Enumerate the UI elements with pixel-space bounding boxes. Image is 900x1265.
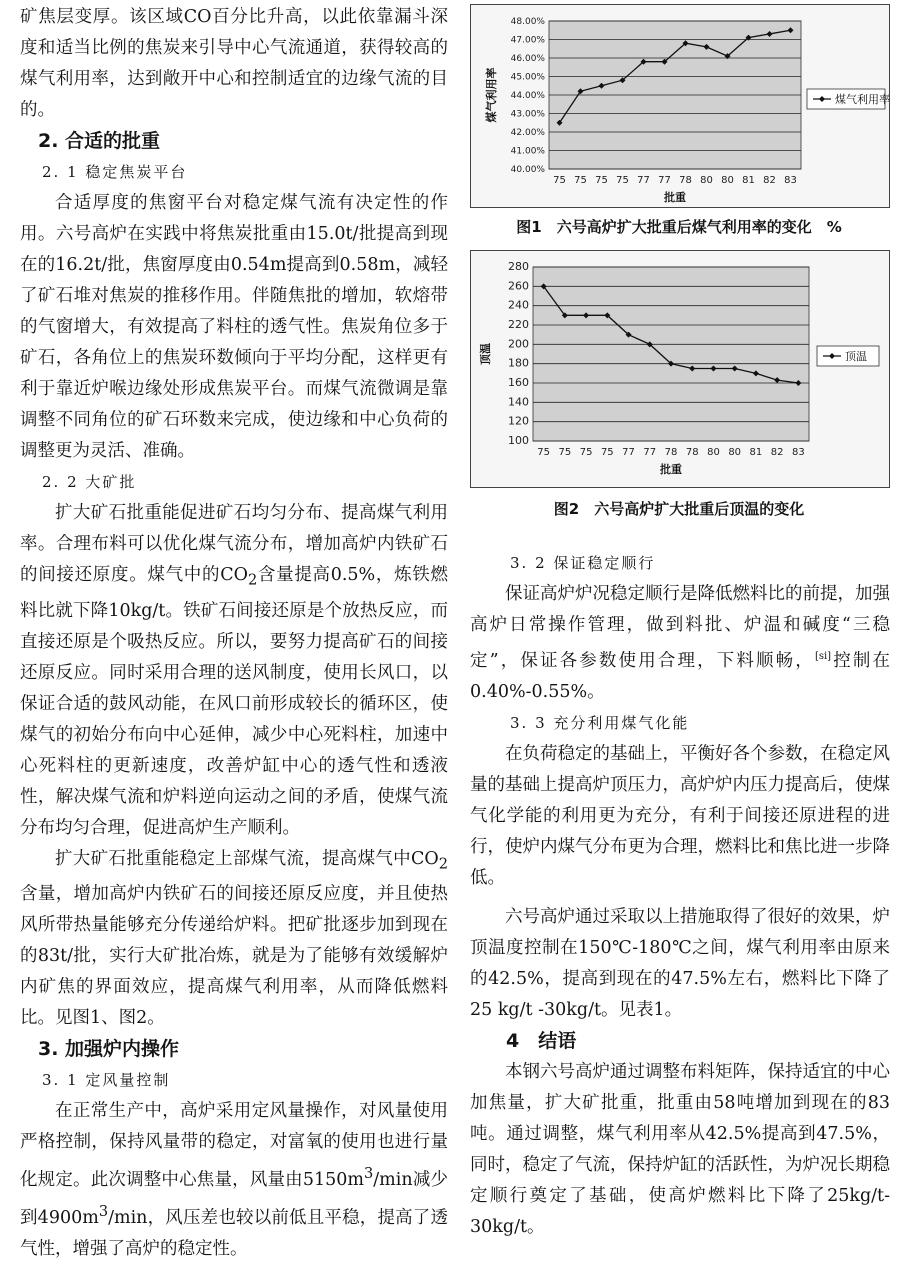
y-tick-label: 43.00%	[510, 109, 545, 120]
x-tick-label: 75	[553, 175, 566, 186]
subsection-heading-2-1: 2. 1 稳定焦炭平台	[42, 163, 188, 181]
x-tick-label: 81	[742, 175, 755, 186]
legend-label: 煤气利用率	[835, 93, 889, 106]
text-run: 保证高炉炉况稳定顺行是降低燃料比的前提，加强高炉日常操作管理，做到料批、炉温和碱度“三稳定”，保证各参数使用合理，下料顺畅，	[470, 584, 890, 671]
x-tick-label: 80	[700, 175, 713, 186]
x-tick-label: 80	[721, 175, 734, 186]
y-tick-label: 160	[508, 376, 529, 389]
x-tick-label: 82	[763, 175, 776, 186]
left-column	[20, 0, 448, 1265]
figure-1	[470, 4, 890, 208]
x-tick-label: 75	[537, 447, 550, 458]
x-axis-title: 批重	[664, 191, 686, 204]
x-tick-label: 75	[616, 175, 629, 186]
subscript: 2	[247, 571, 258, 589]
paragraph: 本钢六号高炉通过调整布料矩阵，保持适宜的中心加焦量，扩大矿批重，批重由58吨增加到现在的83吨。通过调整，煤气利用率从42.5%提高到47.5%，同时，稳定了气流，保持炉缸的活跃性，为炉况长期稳定顺行奠定了基础，使高炉燃料比下降了25kg/t-30kg/t。	[470, 1061, 890, 1237]
paragraph: 合适厚度的焦窗平台对稳定煤气流有决定性的作用。六号高炉在实践中将焦炭批重由15.0t/批提高到现在的16.2t/批，焦窗厚度由0.54m提高到0.58m，减轻了矿石堆对焦炭的推移作用。伴随焦批的增加，软熔带的气窗增大，有效提高了料柱的透气性。焦炭角位多于矿石，各角位上的焦炭环数倾向于平均分配，这样更有利于靠近炉喉边缘处形成焦炭平台。而煤气流微调是靠调整不同角位的矿石环数来完成，使边缘和中心负荷的调整更为灵活、准确。	[20, 193, 448, 461]
text-run: 含量，增加高炉内铁矿石的间接还原反应度，并且使热风所带热量能够充分传递给炉料。把矿批逐步加到现在的83t/批，实行大矿批冶炼，就是为了能够有效缓解炉内矿焦的界面效应，提高煤气利用率，从而降低燃料比。见图1、图2。	[20, 884, 448, 1028]
right-column	[470, 0, 890, 1237]
x-tick-label: 83	[784, 175, 797, 186]
y-tick-label: 220	[508, 318, 529, 331]
x-tick-label: 78	[685, 447, 699, 458]
text-run: 含量提高0.5%，炼铁燃料比就下降10kg/t。铁矿石间接还原是个放热反应，而直接还原是个吸热反应。所以，要努力提高矿石的间接还原反应。同时采用合理的送风制度，使用长风口，以保证合适的鼓风动能，在风口前形成较长的循环区，使煤气的初始分布向中心延伸，减少中心死料柱，加速中心死料柱的更新速度，改善炉缸中心的透气性和透液性，解决煤气流和炉料逆向运动之间的矛盾，使煤气流分布均匀合理，促进高炉生产顺利。	[20, 565, 448, 838]
legend-label: 顶温	[845, 350, 867, 363]
y-axis-title: 煤气利用率	[485, 67, 498, 123]
paragraph	[470, 579, 890, 708]
section-heading-2: 2. 合适的批重	[38, 130, 161, 152]
y-tick-label: 42.00%	[510, 128, 545, 138]
x-tick-label: 78	[679, 175, 692, 186]
y-tick-label: 240	[508, 298, 529, 312]
text-run: 扩大矿石批重能稳定上部煤气流，提高煤气中CO	[55, 848, 439, 869]
x-tick-label: 75	[579, 447, 593, 458]
section-heading-4: 4 结语	[506, 1029, 577, 1052]
subsection-heading-3-3: 3. 3 充分利用煤气化能	[510, 713, 690, 732]
subsection-heading-2-2: 2. 2 大矿批	[42, 473, 137, 491]
y-tick-label: 41.00%	[510, 146, 545, 157]
figure-2	[470, 250, 890, 488]
y-tick-label: 47.00%	[510, 35, 545, 46]
subscript: 2	[438, 855, 448, 872]
x-tick-label: 78	[664, 447, 678, 458]
subsection-heading-3-2: 3. 2 保证稳定顺行	[510, 554, 656, 572]
x-tick-label: 81	[749, 447, 763, 458]
y-tick-label: 200	[508, 337, 529, 351]
paragraph	[20, 844, 448, 1035]
y-tick-label: 280	[508, 260, 529, 273]
x-tick-label: 77	[622, 447, 635, 458]
chart-gas-utilization	[471, 5, 889, 207]
paragraph	[20, 498, 448, 844]
x-tick-label: 75	[558, 447, 572, 458]
paragraph: 矿焦层变厚。该区域CO百分比升高，以此依靠漏斗深度和适当比例的焦炭来引导中心气流通道，获得较高的煤气利用率，达到敞开中心和控制适宜的边缘气流的目的。	[20, 7, 448, 120]
subsection-heading-3-1: 3. 1 定风量控制	[42, 1071, 171, 1089]
y-tick-label: 46.00%	[510, 54, 545, 64]
y-tick-label: 45.00%	[510, 72, 545, 83]
superscript: [si]	[814, 651, 832, 662]
x-tick-label: 75	[574, 175, 587, 186]
right-text	[470, 548, 890, 1243]
x-tick-label: 77	[643, 447, 657, 458]
y-tick-label: 140	[508, 395, 529, 409]
text-run: 扩大矿石批重能促进矿石均匀分布、提高煤气利用率。合理布料可以优化煤气流分布，增加高炉内铁矿石的间接还原度。煤气中的CO	[20, 503, 448, 585]
figure-1-caption: 图1 六号高炉扩大批重后煤气利用率的变化 %	[516, 218, 842, 236]
text-run: /min减少到4900m	[20, 1169, 448, 1228]
paragraph	[20, 1096, 448, 1265]
text-run: 控制在0.40%-0.55%。	[470, 650, 890, 702]
paragraph: 在负荷稳定的基础上，平衡好各个参数，在稳定风量的基础上提高炉顶压力，高炉炉内压力提高后，使煤气化学能的利用更为充分，有利于间接还原进程的进行，使炉内煤气分布更为合理，燃料比和焦比进一步降低。	[470, 743, 890, 888]
x-tick-label: 77	[658, 175, 671, 186]
x-tick-label: 75	[600, 447, 614, 458]
y-tick-label: 44.00%	[510, 91, 545, 101]
x-tick-label: 80	[707, 447, 720, 458]
y-tick-label: 120	[508, 414, 529, 428]
x-tick-label: 80	[728, 447, 742, 458]
x-tick-label: 75	[595, 175, 608, 186]
y-tick-label: 40.00%	[510, 165, 545, 175]
x-tick-label: 77	[637, 175, 650, 186]
paragraph: 六号高炉通过采取以上措施取得了很好的效果，炉顶温度控制在150℃-180℃之间，煤气利用率由原来的42.5%，提高到现在的47.5%左右，燃料比下降了25 kg/t -30kg/t。见表1。	[470, 906, 890, 1020]
chart-top-temperature	[471, 251, 889, 487]
y-tick-label: 100	[508, 434, 529, 447]
text-run: /min，风压差也较以前低且平稳，提高了透气性，增强了高炉的稳定性。	[20, 1207, 448, 1259]
x-tick-label: 82	[770, 447, 784, 458]
x-tick-label: 83	[792, 447, 805, 458]
y-tick-label: 260	[508, 279, 529, 293]
plot-area	[533, 267, 809, 441]
superscript: 3	[98, 1202, 109, 1220]
section-heading-3: 3. 加强炉内操作	[38, 1038, 180, 1060]
superscript: 3	[364, 1165, 374, 1182]
figure-2-caption: 图2 六号高炉扩大批重后顶温的变化	[553, 500, 805, 518]
text-run: 在正常生产中，高炉采用定风量操作，对风量使用严格控制，保持风量带的稳定，对富氧的使用也进行量化规定。此次调整中心焦量，风量由5150m	[20, 1101, 448, 1190]
y-tick-label: 180	[508, 356, 529, 370]
y-axis-title: 顶温	[479, 343, 492, 365]
y-tick-label: 48.00%	[510, 17, 545, 27]
x-axis-title: 批重	[660, 463, 682, 476]
